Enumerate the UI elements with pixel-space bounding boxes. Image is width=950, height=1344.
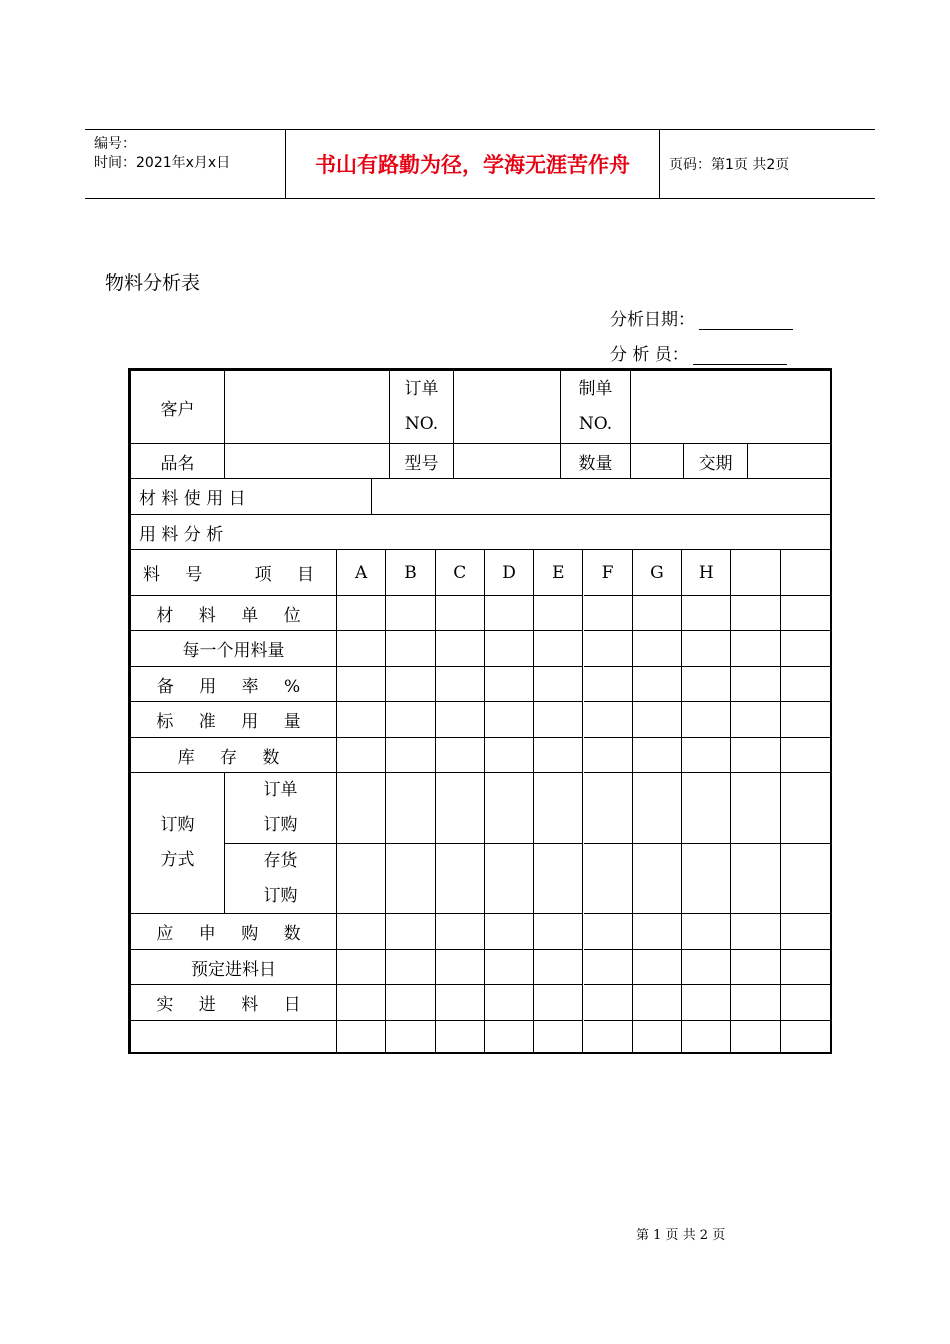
grid-cell[interactable] — [534, 596, 583, 631]
grid-cell[interactable] — [485, 950, 534, 985]
material-use-date-label: 材 料 使 用 日 — [131, 479, 372, 515]
header-motto-cell — [286, 130, 660, 198]
column-header: E — [534, 550, 583, 596]
grid-cell[interactable] — [584, 985, 633, 1021]
material-analysis-form — [128, 368, 832, 1054]
analysis-date-blank[interactable] — [699, 313, 793, 330]
grid-cell[interactable] — [337, 596, 386, 631]
analyst-blank[interactable] — [693, 348, 787, 365]
document-header — [85, 129, 875, 199]
grid-cell[interactable] — [731, 596, 780, 631]
grid-cell[interactable] — [633, 702, 682, 738]
grid-cell[interactable] — [534, 773, 583, 844]
grid-cell[interactable] — [633, 950, 682, 985]
grid-cell[interactable] — [337, 950, 386, 985]
grid-cell[interactable] — [731, 773, 780, 844]
spare-rate-label: 备 用 率 % — [131, 667, 337, 702]
grid-cell[interactable] — [781, 773, 830, 844]
motto: 书山有路勤为径，学海无涯苦作舟 — [315, 153, 630, 177]
material-analysis-label: 用 料 分 析 — [131, 515, 830, 550]
grid-cell[interactable] — [386, 738, 435, 773]
grid-cell[interactable] — [436, 950, 485, 985]
grid-cell[interactable] — [731, 950, 780, 985]
grid-cell[interactable] — [584, 773, 633, 844]
grid-cell[interactable] — [436, 596, 485, 631]
grid-cell[interactable] — [436, 631, 485, 667]
grid-cell[interactable] — [485, 844, 534, 914]
grid-cell[interactable] — [337, 985, 386, 1021]
grid-cell[interactable] — [731, 702, 780, 738]
grid-cell[interactable] — [781, 667, 830, 702]
grid-cell[interactable] — [386, 667, 435, 702]
grid-cell[interactable] — [731, 667, 780, 702]
column-header: G — [633, 550, 682, 596]
grid-cell[interactable] — [633, 985, 682, 1021]
grid-cell[interactable] — [386, 985, 435, 1021]
grid-cell[interactable] — [436, 985, 485, 1021]
grid-cell[interactable] — [485, 1021, 534, 1052]
make-no-label — [561, 371, 631, 444]
material-unit-label: 材 料 单 位 — [131, 596, 337, 631]
grid-cell[interactable] — [485, 738, 534, 773]
inventory-label: 库 存 数 — [131, 738, 337, 773]
grid-cell[interactable] — [682, 667, 731, 702]
grid-cell[interactable] — [485, 631, 534, 667]
time-label: 时间：2021年x月x日 — [94, 155, 231, 171]
grid-cell[interactable] — [337, 914, 386, 950]
grid-cell[interactable] — [633, 596, 682, 631]
grid-cell[interactable] — [781, 738, 830, 773]
grid-cell[interactable] — [485, 985, 534, 1021]
stock-purchase-line2: 订购 — [263, 885, 298, 906]
standard-usage-label: 标 准 用 量 — [131, 702, 337, 738]
grid-cell[interactable] — [534, 950, 583, 985]
grid-cell[interactable] — [682, 985, 731, 1021]
grid-cell[interactable] — [386, 914, 435, 950]
stock-purchase-line1: 存货 — [263, 850, 298, 871]
grid-cell[interactable] — [682, 914, 731, 950]
page-code: 页码：第1页 共2页 — [669, 157, 790, 173]
column-header: A — [337, 550, 386, 596]
grid-cell[interactable] — [337, 667, 386, 702]
grid-cell[interactable] — [436, 844, 485, 914]
quantity-value[interactable] — [631, 444, 684, 479]
actual-in-date-label: 实 进 料 日 — [131, 985, 337, 1021]
grid-cell[interactable] — [731, 631, 780, 667]
grid-cell[interactable] — [781, 1021, 830, 1052]
product-name-label: 品名 — [131, 444, 225, 479]
grid-cell[interactable] — [534, 1021, 583, 1052]
grid-cell[interactable] — [633, 773, 682, 844]
grid-cell[interactable] — [534, 667, 583, 702]
item-header — [131, 550, 337, 596]
grid-cell[interactable] — [436, 738, 485, 773]
order-purchase-line1: 订单 — [263, 780, 298, 800]
header-page-cell — [660, 130, 875, 198]
usage-each-label: 每一个用料量 — [131, 631, 337, 667]
grid-cell[interactable] — [386, 844, 435, 914]
purchase-method-line2: 方式 — [160, 850, 195, 870]
grid-cell[interactable] — [337, 773, 386, 844]
customer-value[interactable] — [225, 371, 390, 444]
grid-cell[interactable] — [781, 950, 830, 985]
delivery-label: 交期 — [684, 444, 748, 479]
material-use-date-value[interactable] — [372, 479, 830, 515]
item-label: 项 目 — [254, 565, 324, 585]
grid-cell[interactable] — [682, 631, 731, 667]
scheduled-in-date-label: 预定进料日 — [131, 950, 337, 985]
column-header — [731, 550, 780, 596]
grid-cell[interactable] — [682, 596, 731, 631]
grid-cell[interactable] — [682, 773, 731, 844]
grid-cell[interactable] — [436, 702, 485, 738]
footer-page-number: 第 1 页 共 2 页 — [636, 1228, 726, 1243]
column-header: B — [386, 550, 435, 596]
order-no-value[interactable] — [454, 371, 561, 444]
grid-cell[interactable] — [534, 702, 583, 738]
grid-cell[interactable] — [731, 914, 780, 950]
grid-cell[interactable] — [781, 631, 830, 667]
grid-cell[interactable] — [682, 844, 731, 914]
grid-cell[interactable] — [633, 738, 682, 773]
grid-cell[interactable] — [682, 950, 731, 985]
order-no-line1: 订单 — [404, 379, 439, 399]
grid-cell[interactable] — [485, 702, 534, 738]
order-purchase-line2: 订购 — [263, 815, 298, 835]
grid-cell[interactable] — [386, 950, 435, 985]
grid-cell[interactable] — [534, 738, 583, 773]
grid-cell[interactable] — [584, 667, 633, 702]
grid-cell[interactable] — [386, 631, 435, 667]
grid-cell[interactable] — [781, 702, 830, 738]
grid-cell[interactable] — [731, 844, 780, 914]
grid-cell[interactable] — [485, 667, 534, 702]
make-no-line1: 制单 — [578, 379, 613, 399]
grid-cell[interactable] — [682, 738, 731, 773]
model-value[interactable] — [454, 444, 561, 479]
grid-cell[interactable] — [781, 596, 830, 631]
make-no-value[interactable] — [631, 371, 830, 444]
purchase-method-line1: 订购 — [160, 815, 195, 835]
grid-cell[interactable] — [633, 1021, 682, 1052]
blank-row-label — [131, 1021, 337, 1052]
grid-cell[interactable] — [633, 631, 682, 667]
grid-cell[interactable] — [682, 1021, 731, 1052]
stock-purchase-label — [225, 844, 337, 914]
grid-cell[interactable] — [337, 738, 386, 773]
grid-cell[interactable] — [781, 844, 830, 914]
grid-cell[interactable] — [337, 844, 386, 914]
analysis-date-label: 分析日期： — [610, 310, 695, 330]
grid-cell[interactable] — [781, 985, 830, 1021]
grid-cell[interactable] — [633, 914, 682, 950]
grid-cell[interactable] — [781, 914, 830, 950]
column-header: D — [485, 550, 534, 596]
grid-cell[interactable] — [534, 844, 583, 914]
grid-cell[interactable] — [584, 914, 633, 950]
customer-label: 客户 — [131, 371, 225, 444]
column-header — [781, 550, 830, 596]
grid-cell[interactable] — [584, 596, 633, 631]
grid-cell[interactable] — [534, 914, 583, 950]
grid-cell[interactable] — [584, 702, 633, 738]
grid-cell[interactable] — [386, 773, 435, 844]
grid-cell[interactable] — [633, 844, 682, 914]
grid-cell[interactable] — [584, 950, 633, 985]
order-no-line2: NO. — [404, 414, 439, 434]
make-no-line2: NO. — [578, 414, 613, 434]
grid-cell[interactable] — [633, 667, 682, 702]
grid-cell[interactable] — [337, 1021, 386, 1052]
grid-cell[interactable] — [534, 631, 583, 667]
document-title: 物料分析表 — [105, 272, 201, 294]
grid-cell[interactable] — [731, 738, 780, 773]
column-header: F — [584, 550, 633, 596]
grid-cell[interactable] — [584, 738, 633, 773]
grid-cell[interactable] — [584, 844, 633, 914]
grid-cell[interactable] — [386, 702, 435, 738]
delivery-value[interactable] — [748, 444, 830, 479]
header-meta — [85, 130, 286, 198]
grid-cell[interactable] — [485, 596, 534, 631]
grid-cell[interactable] — [436, 667, 485, 702]
analysis-date-line — [610, 305, 793, 330]
grid-cell[interactable] — [485, 773, 534, 844]
grid-cell[interactable] — [436, 914, 485, 950]
grid-cell[interactable] — [584, 1021, 633, 1052]
analyst-label: 分 析 员： — [610, 345, 689, 365]
analyst-line — [610, 340, 787, 365]
material-no-label: 料 号 — [143, 565, 213, 585]
order-no-label — [390, 371, 454, 444]
grid-cell[interactable] — [386, 1021, 435, 1052]
grid-cell[interactable] — [337, 631, 386, 667]
grid-cell[interactable] — [731, 1021, 780, 1052]
grid-cell[interactable] — [682, 702, 731, 738]
grid-cell[interactable] — [436, 773, 485, 844]
number-label: 编号： — [94, 136, 136, 152]
model-label: 型号 — [390, 444, 454, 479]
grid-cell[interactable] — [337, 702, 386, 738]
order-purchase-label — [225, 773, 337, 844]
grid-cell[interactable] — [534, 985, 583, 1021]
should-purchase-label: 应 申 购 数 — [131, 914, 337, 950]
grid-cell[interactable] — [386, 596, 435, 631]
grid-cell[interactable] — [436, 1021, 485, 1052]
quantity-label: 数量 — [561, 444, 631, 479]
product-name-value[interactable] — [225, 444, 390, 479]
grid-cell[interactable] — [731, 985, 780, 1021]
grid-cell[interactable] — [485, 914, 534, 950]
grid-cell[interactable] — [584, 631, 633, 667]
purchase-method-label — [131, 773, 225, 914]
column-header: H — [682, 550, 731, 596]
column-header: C — [436, 550, 485, 596]
